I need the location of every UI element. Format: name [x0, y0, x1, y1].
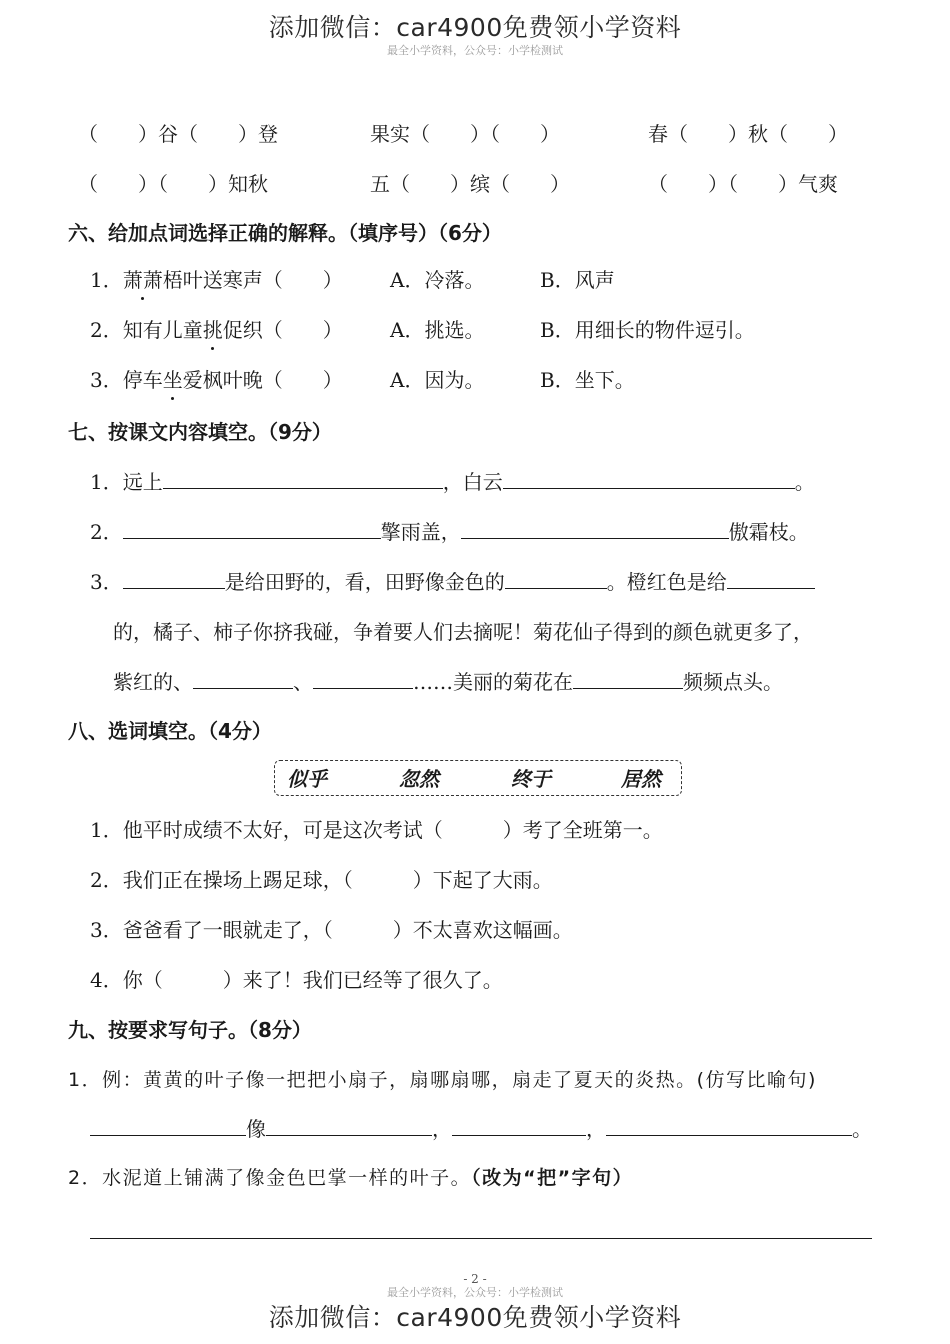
watermark-bottom: 添加微信：car4900免费领小学资料 [268, 1303, 682, 1332]
answer-line[interactable] [90, 1238, 872, 1239]
watermark-top-faint: 最全小学资料，公众号：小学检测试 [387, 44, 563, 57]
s8-item-2: 2．我们正在操场上踢足球，（ ）下起了大雨。 [90, 868, 553, 892]
blank[interactable] [123, 518, 381, 539]
s9-example-2: 2．水泥道上铺满了像金色巴掌一样的叶子。（改为“把”字句） [68, 1167, 634, 1189]
watermark-bottom-faint: 最全小学资料，公众号：小学检测试 [387, 1286, 563, 1299]
blank[interactable] [452, 1115, 586, 1136]
s7-line-4: 的，橘子、柿子你挤我碰，争着要人们去摘呢！菊花仙子得到的颜色就更多了， [113, 620, 813, 644]
dotted-word: 坐 [162, 368, 183, 392]
page-number: - 2 - [463, 1272, 487, 1286]
s6-item-2-b: B．用细长的物件逗引。 [540, 318, 755, 342]
s7-line-5: 紫红的、 、 ……美丽的菊花在 频频点头。 [113, 670, 783, 694]
blank[interactable] [606, 1115, 852, 1136]
s6-item-2-a: A．挑选。 [390, 318, 485, 342]
section9-heading: 九、按要求写句子。（8分） [68, 1018, 312, 1042]
word-option: 终于 [511, 767, 551, 791]
blank[interactable] [266, 1115, 432, 1136]
s8-item-1: 1．他平时成绩不太好，可是这次考试（ ）考了全班第一。 [90, 818, 663, 842]
blank[interactable] [573, 668, 683, 689]
s6-item-1: 1．萧萧梧叶送寒声（ ） [90, 268, 343, 292]
blank[interactable] [503, 468, 795, 489]
dotted-word: 萧萧 [122, 268, 163, 292]
idiom-2: 果实（ ）（ ） [370, 122, 560, 146]
section7-heading: 七、按课文内容填空。（9分） [68, 420, 332, 444]
s8-item-4: 4．你（ ）来了！我们已经等了很久了。 [90, 968, 503, 992]
word-option: 忽然 [399, 767, 439, 791]
word-option: 居然 [621, 767, 661, 791]
s9-answer-1: 像 ， ， 。 [90, 1115, 872, 1143]
s6-item-3-a: A．因为。 [390, 368, 485, 392]
idiom-1: （ ）谷（ ）登 [78, 122, 278, 146]
s9-example-1: 1．例：黄黄的叶子像一把把小扇子，扇哪扇哪，扇走了夏天的炎热。(仿写比喻句) [68, 1069, 817, 1091]
word-choice-box [274, 760, 682, 796]
blank[interactable] [90, 1115, 246, 1136]
s6-item-3: 3．停车坐爱枫叶晚（ ） [90, 368, 343, 392]
idiom-5: 五（ ）缤（ ） [370, 172, 570, 196]
s7-line-3: 3． 是给田野的，看，田野像金色的 。橙红色是给 [90, 568, 815, 596]
s7-line-2: 2． 擎雨盖， 傲霜枝。 [90, 520, 809, 544]
blank[interactable] [505, 568, 607, 589]
s6-item-3-b: B．坐下。 [540, 368, 635, 392]
s6-item-2: 2．知有儿童挑促织（ ） [90, 318, 343, 342]
blank[interactable] [461, 518, 729, 539]
s6-item-1-a: A．冷落。 [390, 268, 485, 292]
blank[interactable] [123, 568, 225, 589]
blank[interactable] [163, 468, 443, 489]
blank[interactable] [193, 668, 293, 689]
s8-item-3: 3．爸爸看了一眼就走了，（ ）不太喜欢这幅画。 [90, 918, 573, 942]
section8-heading: 八、选词填空。（4分） [68, 719, 272, 743]
section6-heading: 六、给加点词选择正确的解释。（填序号）（6分） [68, 221, 502, 245]
blank[interactable] [313, 668, 413, 689]
word-option: 似乎 [287, 767, 327, 791]
idiom-6: （ ）（ ）气爽 [648, 172, 838, 196]
idiom-4: （ ）（ ）知秋 [78, 172, 268, 196]
idiom-3: 春（ ）秋（ ） [648, 122, 848, 146]
blank[interactable] [727, 568, 815, 589]
watermark-top: 添加微信：car4900免费领小学资料 [268, 13, 682, 42]
s6-item-1-b: B．风声 [540, 268, 615, 292]
s7-line-1: 1．远上 ，白云 。 [90, 470, 815, 494]
dotted-word: 挑 [202, 318, 223, 342]
